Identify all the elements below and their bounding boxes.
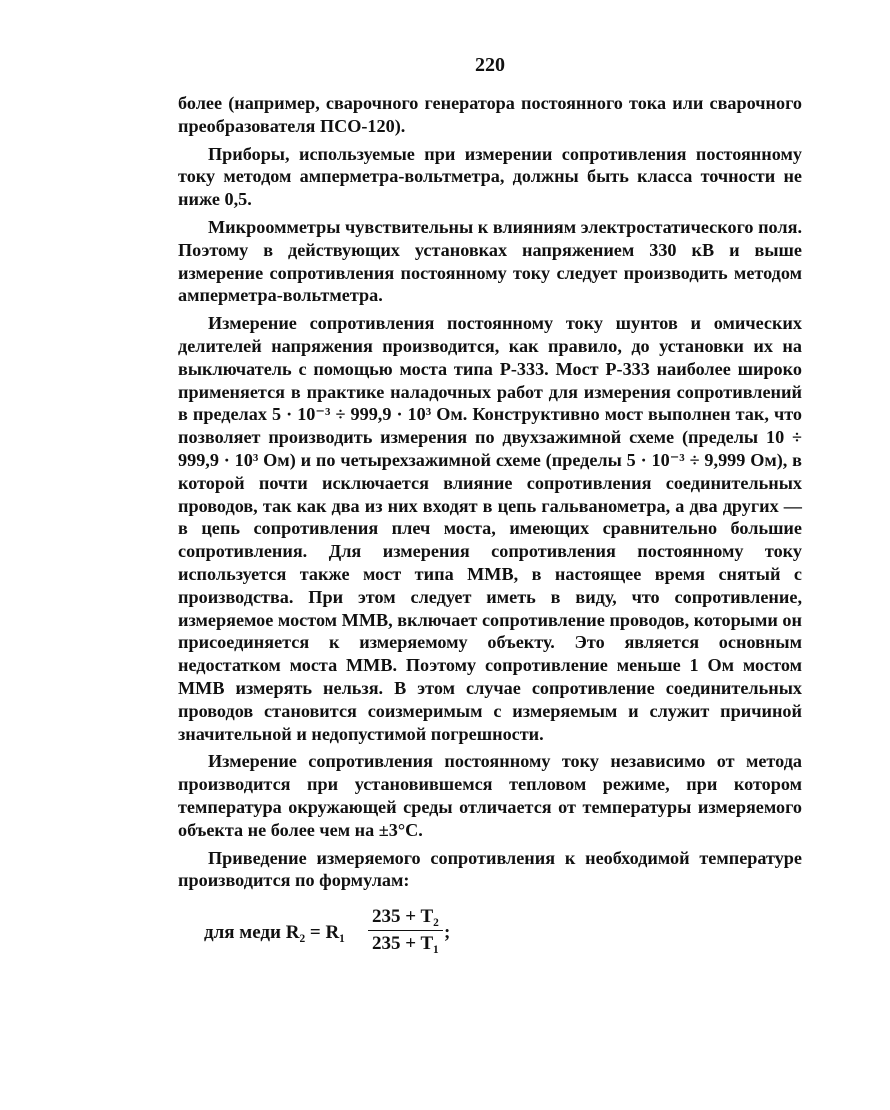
page-number: 220 (475, 54, 505, 76)
paragraph-2: Приборы, используемые при измерении сопротивления постоянному току методом амперметра-вольтметра, должны быть класса точности не ниже 0,5. (178, 143, 802, 210)
paragraph-6: Приведение измеряемого сопротивления к необходимой температуре производится по формулам: (178, 847, 802, 891)
formula-tail: ; (444, 922, 451, 944)
paragraph-1: более (например, сварочного генератора постоянного тока или сварочного преобразователя ПСО-120). (178, 93, 802, 136)
formula-lead: для меди R₂ = R₁ (204, 922, 345, 944)
paragraph-4: Измерение сопротивления постоянному току шунтов и омических делителей напряжения производится, как правило, до установки их на выключатель с помощью моста типа Р-333. Мост Р-333 наиболее широко применяется в практике наладочных работ для измерения сопротивлений в пределах 5 · 10⁻³ ÷ 999,9 · 10³ Ом. Конструктивно мост выполнен так, что позволяет производить измерения по двухзажимной схеме (пределы 10 ÷ 999,9 · 10³ Ом) и по четырехзажимной схеме (пределы 5 · 10⁻³ ÷ 9,999 Ом), в которой почти исключается влияние сопротивления соединительных проводов, так как два из них входят в цепь гальванометра, а два других — в цепь сопротивления плеч моста, имеющих сравнительно большие сопротивления. Для измерения сопротивления постоянному току используется также мост типа ММВ, в настоящее время снятый с производства. При этом следует иметь в виду, что сопротивление, измеряемое мостом ММВ, включает сопротивление проводов, которыми он присоединяется к измеряемому объекту. Это является основным недостатком моста ММВ. Поэтому сопротивление меньше 1 Ом мостом ММВ измерять нельзя. В этом случае сопротивление соединительных проводов становится соизмеримым с измеряемым и служит причиной значительной и недопустимой погрешности. (178, 313, 802, 744)
paragraph-3: Микроомметры чувствительны к влияниям электростатического поля. Поэтому в действующих установках напряжением 330 кВ и выше измерение сопротивления постоянному току следует производить методом амперметра-вольтметра. (178, 216, 802, 306)
formula-fraction (368, 906, 443, 955)
copper-formula (178, 904, 802, 964)
text-body (178, 92, 802, 964)
formula-denominator: 235 + T₁ (372, 933, 439, 955)
paragraph-5: Измерение сопротивления постоянному току независимо от метода производится при установившемся тепловом режиме, при котором температура окружающей среды отличается от температуры измеряемого объекта не более чем на ±3°С. (178, 751, 802, 840)
formula-numerator: 235 + T₂ (368, 906, 443, 931)
